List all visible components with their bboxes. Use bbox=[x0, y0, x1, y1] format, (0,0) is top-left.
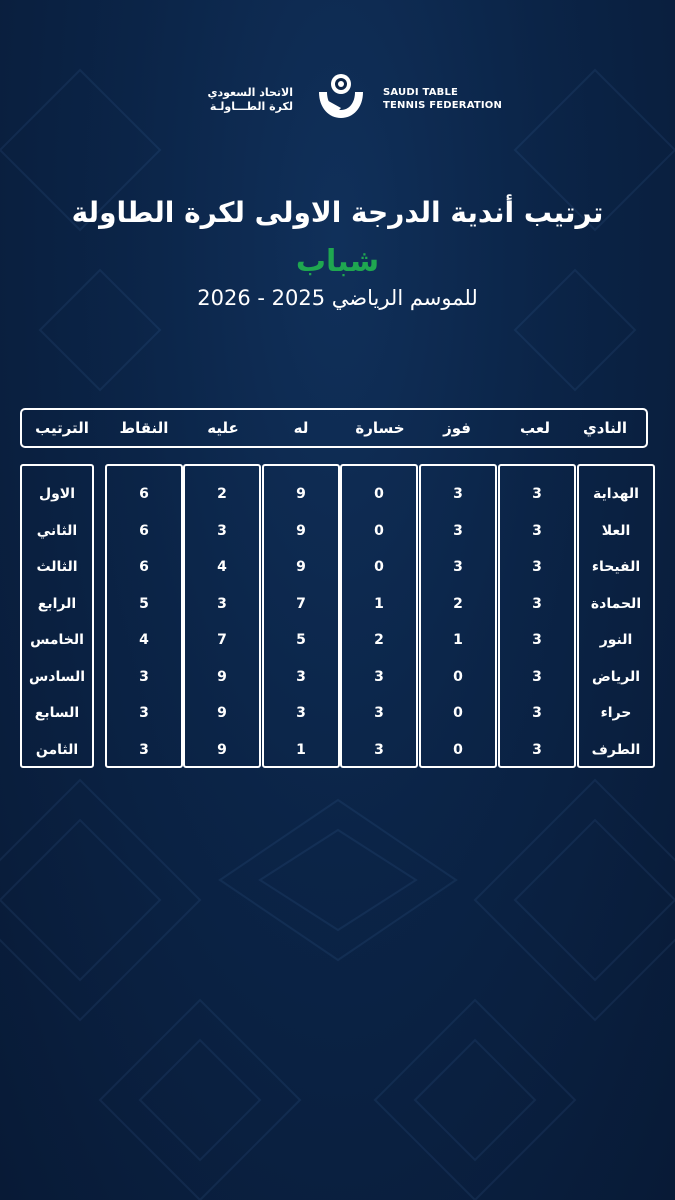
cell-club: الهداية bbox=[593, 486, 639, 502]
cell-lost: 0 bbox=[374, 559, 384, 575]
cell-played: 3 bbox=[532, 632, 542, 648]
cell-rank: الرابع bbox=[37, 595, 77, 612]
header-lost: خسارة bbox=[355, 419, 405, 437]
header-points: النقاط bbox=[119, 419, 169, 437]
header-won: فوز bbox=[443, 419, 471, 437]
cell-for: 3 bbox=[296, 705, 306, 721]
cell-points: 3 bbox=[139, 705, 149, 721]
table-tennis-logo-icon bbox=[313, 68, 369, 124]
cell-club: الفيحاء bbox=[591, 559, 641, 575]
cell-won: 0 bbox=[453, 705, 463, 721]
column-won bbox=[419, 464, 497, 768]
cell-played: 3 bbox=[532, 559, 542, 575]
cell-points: 3 bbox=[139, 741, 149, 758]
season-label: للموسم الرياضي 2025 - 2026 bbox=[197, 286, 478, 310]
cell-played: 3 bbox=[532, 741, 542, 758]
cell-club: العلا bbox=[601, 522, 631, 539]
cell-won: 2 bbox=[453, 595, 463, 612]
cell-against: 9 bbox=[217, 668, 227, 685]
cell-against: 4 bbox=[217, 559, 227, 575]
cell-points: 3 bbox=[139, 668, 149, 685]
cell-won: 0 bbox=[453, 741, 463, 758]
cell-club: الطرف bbox=[591, 741, 641, 758]
column-lost bbox=[340, 464, 418, 768]
federation-logo bbox=[0, 68, 675, 128]
cell-played: 3 bbox=[532, 668, 542, 685]
federation-name-ar-line2: لكرة الطـــاولـة bbox=[209, 100, 293, 113]
cell-against: 9 bbox=[217, 741, 227, 758]
federation-name-ar-line1: الاتحاد السعودي bbox=[207, 86, 293, 99]
cell-won: 1 bbox=[453, 632, 463, 648]
cell-club: الرياض bbox=[591, 668, 641, 685]
cell-for: 9 bbox=[296, 559, 306, 575]
cell-won: 3 bbox=[453, 486, 463, 502]
cell-points: 6 bbox=[139, 486, 149, 502]
cell-won: 3 bbox=[453, 559, 463, 575]
cell-rank: الاول bbox=[38, 486, 76, 502]
cell-against: 9 bbox=[217, 705, 227, 721]
cell-played: 3 bbox=[532, 705, 542, 721]
cell-for: 7 bbox=[296, 595, 306, 612]
cell-club: حراء bbox=[600, 705, 632, 721]
standings-header bbox=[20, 408, 648, 448]
cell-lost: 3 bbox=[374, 668, 384, 685]
cell-rank: الثاني bbox=[36, 522, 78, 539]
cell-lost: 0 bbox=[374, 486, 384, 502]
cell-points: 6 bbox=[139, 522, 149, 539]
column-club bbox=[577, 464, 655, 768]
header-rank: الترتيب bbox=[35, 419, 89, 437]
cell-points: 4 bbox=[139, 632, 149, 648]
header-club: النادي bbox=[583, 419, 627, 437]
cell-rank: السادس bbox=[28, 668, 86, 685]
column-played bbox=[498, 464, 576, 768]
cell-club: النور bbox=[599, 632, 633, 648]
cell-lost: 1 bbox=[374, 595, 384, 612]
column-for bbox=[262, 464, 340, 768]
category-subtitle: شباب bbox=[295, 244, 380, 279]
header-against: عليه bbox=[207, 419, 239, 437]
cell-played: 3 bbox=[532, 486, 542, 502]
column-rank bbox=[20, 464, 94, 768]
header-played: لعب bbox=[520, 419, 550, 437]
header-for: له bbox=[293, 419, 309, 437]
cell-rank: السابع bbox=[34, 705, 80, 721]
cell-rank: الثامن bbox=[35, 741, 79, 758]
cell-against: 3 bbox=[217, 522, 227, 539]
cell-against: 7 bbox=[217, 632, 227, 648]
cell-for: 5 bbox=[296, 632, 306, 648]
cell-points: 6 bbox=[139, 559, 149, 575]
federation-name-ar bbox=[207, 86, 293, 114]
cell-for: 9 bbox=[296, 522, 306, 539]
cell-played: 3 bbox=[532, 522, 542, 539]
page-title: ترتيب أندية الدرجة الاولى لكرة الطاولة bbox=[71, 196, 604, 229]
cell-lost: 2 bbox=[374, 632, 384, 648]
cell-against: 3 bbox=[217, 595, 227, 612]
column-against bbox=[183, 464, 261, 768]
cell-against: 2 bbox=[217, 486, 227, 502]
column-points bbox=[105, 464, 183, 768]
federation-name-en-line1: SAUDI TABLE bbox=[383, 87, 459, 98]
cell-rank: الخامس bbox=[30, 632, 84, 648]
cell-rank: الثالث bbox=[36, 559, 78, 575]
cell-club: الحمادة bbox=[590, 595, 642, 612]
cell-played: 3 bbox=[532, 595, 542, 612]
cell-lost: 3 bbox=[374, 705, 384, 721]
cell-for: 1 bbox=[296, 741, 306, 758]
federation-name-en-line2: TENNIS FEDERATION bbox=[383, 100, 503, 111]
federation-name-en bbox=[383, 86, 502, 112]
cell-lost: 3 bbox=[374, 741, 384, 758]
cell-points: 5 bbox=[139, 595, 149, 612]
cell-lost: 0 bbox=[374, 522, 384, 539]
cell-won: 0 bbox=[453, 668, 463, 685]
cell-for: 9 bbox=[296, 486, 306, 502]
cell-won: 3 bbox=[453, 522, 463, 539]
cell-for: 3 bbox=[296, 668, 306, 685]
